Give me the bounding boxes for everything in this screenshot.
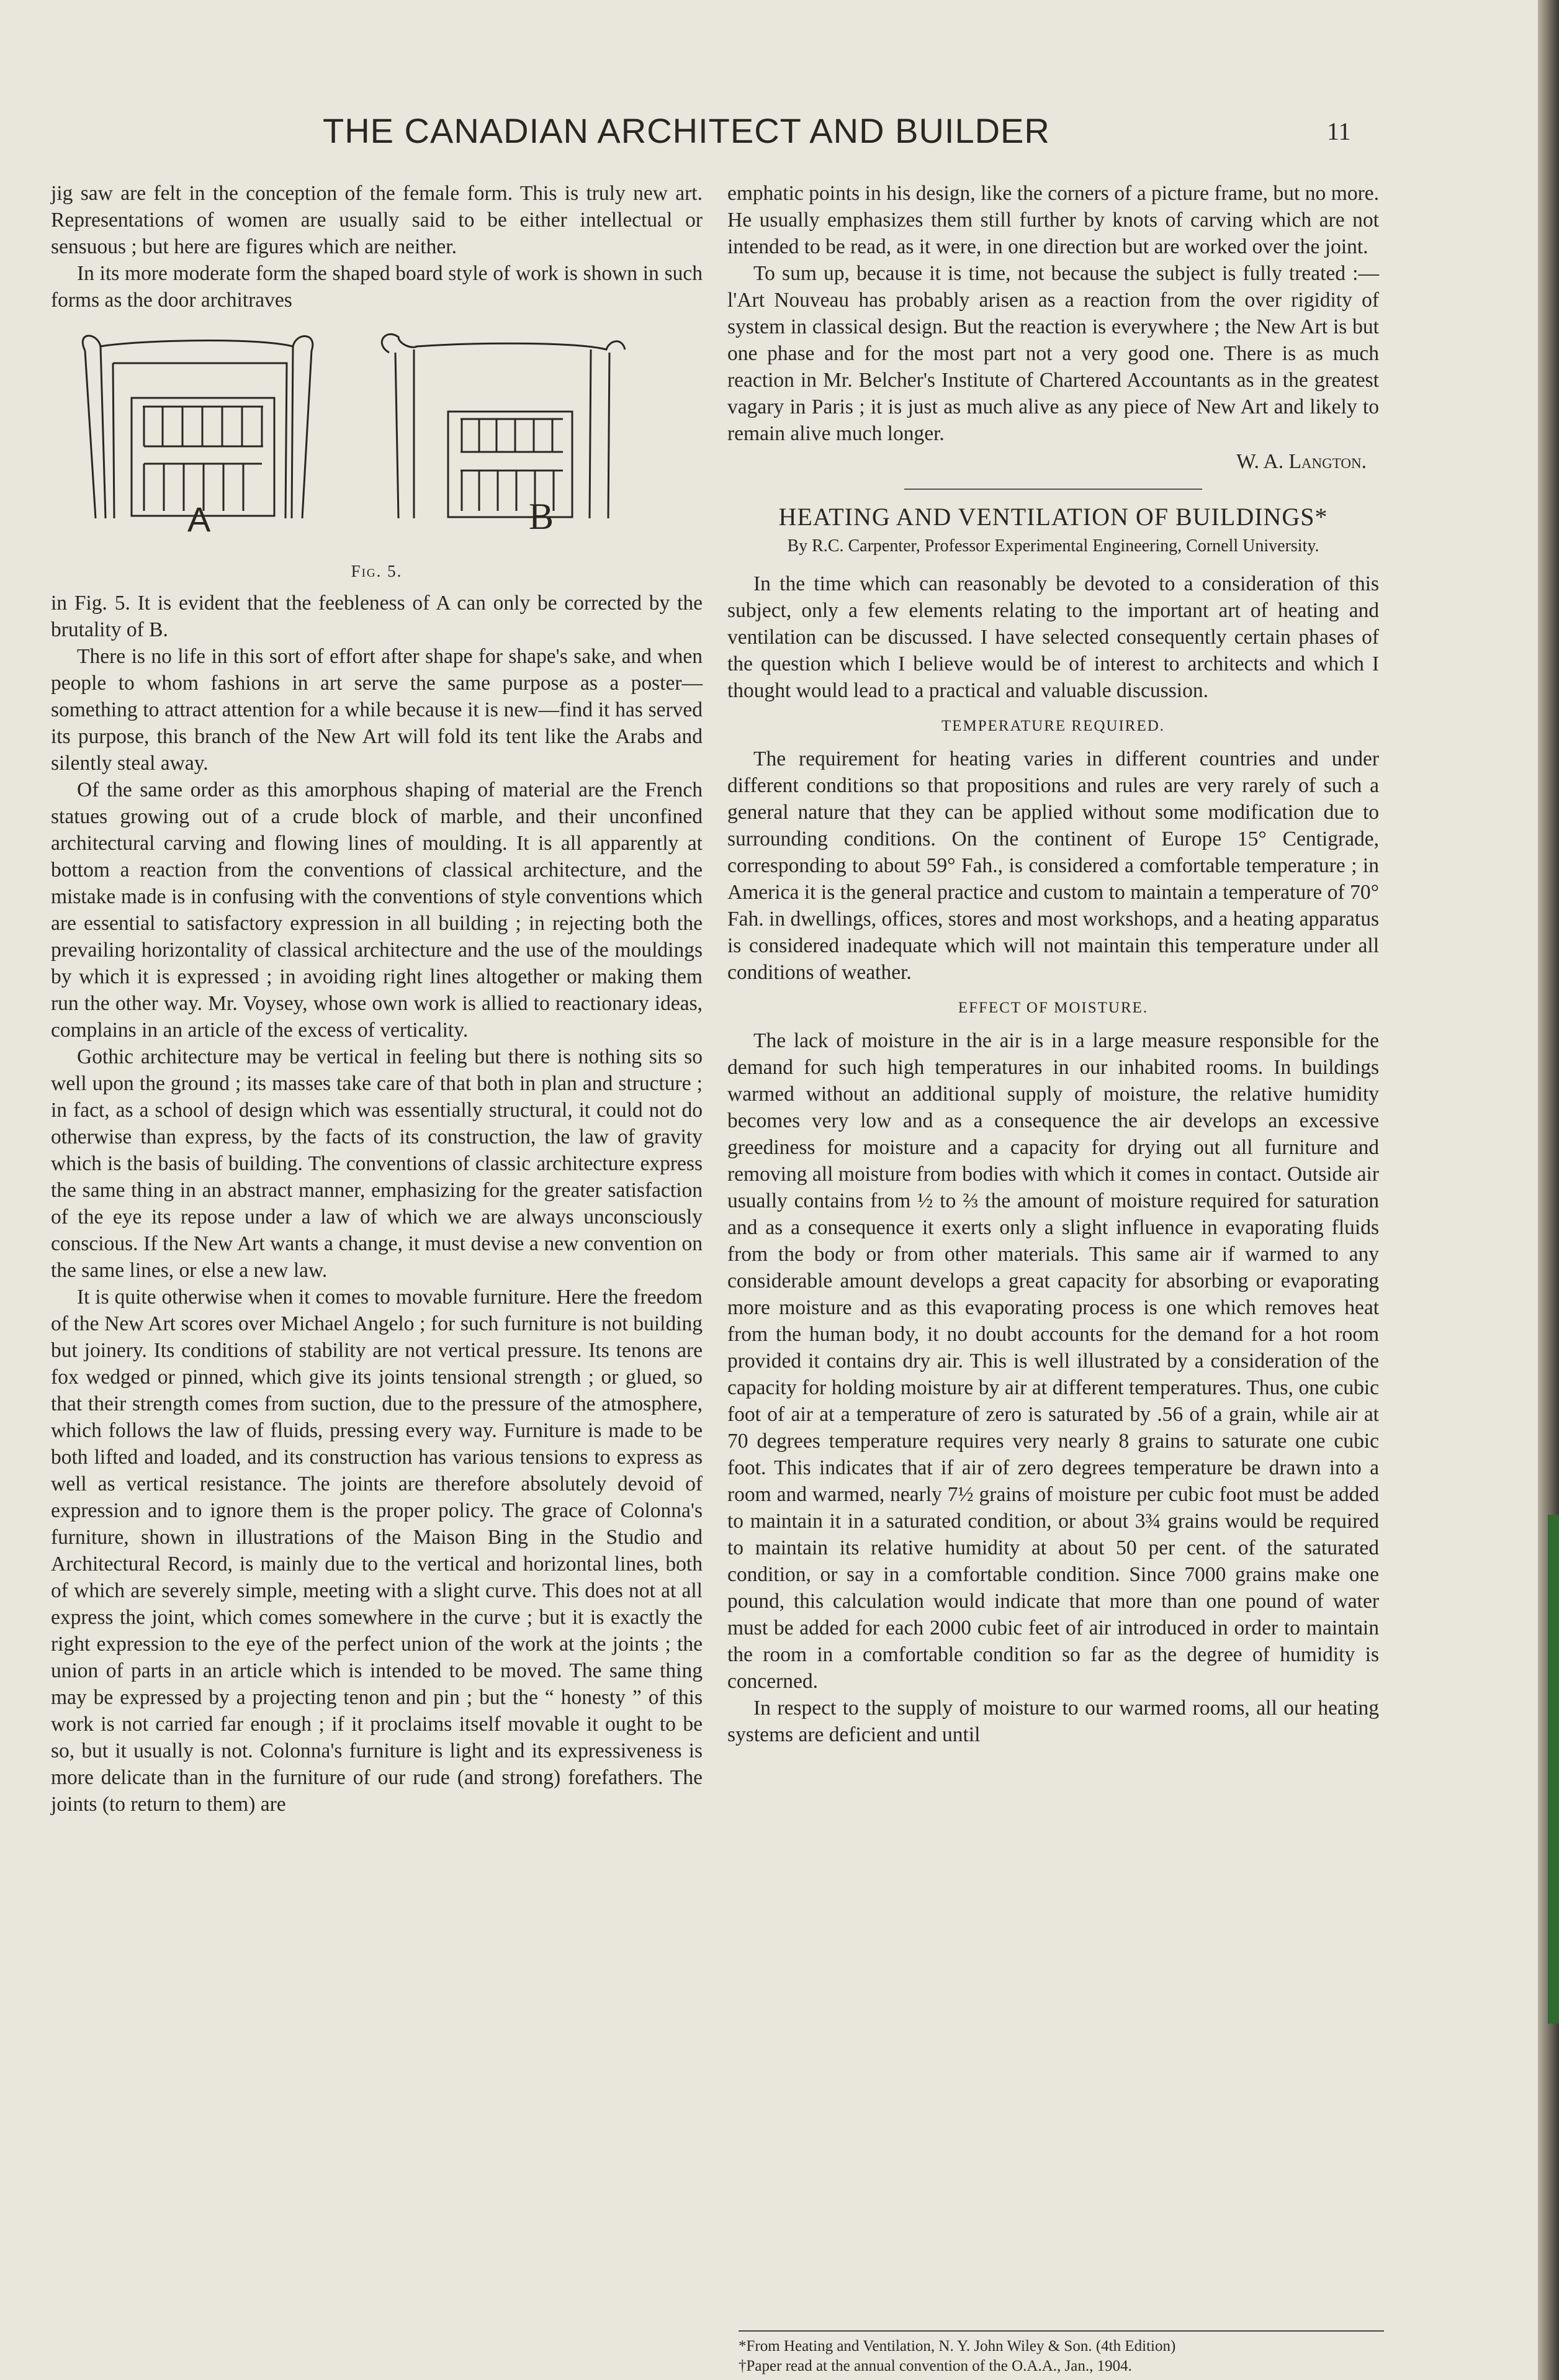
architrave-a (83, 336, 312, 518)
article-byline: By R.C. Carpenter, Professor Experimental Engineering, Cornell University. (787, 536, 1319, 556)
footnote-2: †Paper read at the annual convention of the O.A.A., Jan., 1904. (739, 2358, 1132, 2374)
article-title: HEATING AND VENTILATION OF BUILDINGS* (778, 503, 1328, 531)
subheading-moisture: EFFECT OF MOISTURE. (958, 999, 1149, 1016)
paragraph: Of the same order as this amorphous shaping of material are the French statues growing out of a crude block of marble, and their unconfined architectural carving and flowing lines of moulding. It is all apparently at bottom a reaction from the conventions of classical architecture, and the mistake made is in confusing with the conventions of style conventions which are essential to satisfactory expression in all building ; in rejecting both the prevailing horizontality of classical architecture and the use of the mouldings by which it is expressed ; in avoiding right lines altogether or making them run the other way. Mr. Voysey, whose own work is allied to reactionary ideas, complains in an article of the excess of verticality. (51, 778, 703, 1042)
paragraph: In respect to the supply of moisture to our warmed rooms, all our heating systems are deficient and until (727, 1697, 1379, 1746)
paragraph: in Fig. 5. It is evident that the feebleness of A can only be corrected by the brutality of B. (51, 592, 703, 641)
paragraph: The lack of moisture in the air is in a large measure responsible for the demand for such high temperatures in our inhabited rooms. In buildings warmed without an additional supply of moisture, the relative humidity becomes very low and as a consequence the air develops an excessive greediness for moisture and a capacity for drying out all furniture and removing all moisture from bodies with which it comes in contact. Outside air usually contains from ½ to ⅔ the amount of moisture required for saturation and as a consequence it exerts only a slight influence in evaporating fluids from the body or from other materials. This same air if warmed to any considerable amount develops a great capacity for absorbing or evaporating more moisture and as this evaporating process is one which removes heat from the human body, it no doubt accounts for the demand for a hot room provided it contains dry air. This is well illustrated by a consideration of the capacity for holding moisture by air at different temperatures. Thus, one cubic foot of air at a temperature of zero is saturated by .56 of a grain, while air at 70 degrees temperature requires very nearly 8 grains to saturate one cubic foot. This indicates that if air of zero degrees temperature be drawn into a room and warmed, nearly 7½ grains of moisture per cubic foot must be added to maintain it in a saturated condition, or about 3¾ grains would be required to maintain its relative humidity at about 50 per cent. of the saturated condition, or say in a comfortable condition. Since 7000 grains make one pound, this calculation would indicate that more than one pound of water must be added for each 2000 cubic feet of air introduced in order to maintain the room in a comfortable condition so far as the degree of humidity is concerned. (727, 1029, 1379, 1693)
door-architrave-drawing (51, 325, 703, 554)
page-edge (1538, 0, 1559, 2380)
footnote-1: *From Heating and Ventilation, N. Y. John Wiley & Son. (4th Edition) (739, 2338, 1176, 2355)
left-column (51, 180, 703, 1818)
right-column (727, 180, 1379, 1748)
paragraph: jig saw are felt in the conception of the female form. This is truly new art. Representations of women are usually said to be either intellectual or sensuous ; but here are figures which are neither. (51, 182, 703, 258)
journal-title: THE CANADIAN ARCHITECT AND BUILDER (323, 111, 1050, 150)
paragraph: In its more moderate form the shaped board style of work is shown in such forms as the door architraves (51, 262, 703, 312)
figure-label-a: A (187, 500, 211, 539)
figure-label-b: B (529, 496, 554, 537)
footnote-rule (739, 2330, 1384, 2332)
figure-door-architraves (51, 325, 703, 580)
paragraph: emphatic points in his design, like the corners of a picture frame, but no more. He usually emphasizes them still further by knots of carving which are not intended to be read, as it were, in one direction but are worked over the joint. (727, 182, 1379, 258)
author-signature: W. A. Langton. (1236, 450, 1367, 473)
paragraph: To sum up, because it is time, not because the subject is fully treated :—l'Art Nouveau has probably arisen as a reaction from the over rigidity of system in classical design. But the reaction is everywhere ; the New Art is but one phase and for the most part not a very good one. There is as much reaction in Mr. Belcher's Institute of Chartered Accountants as in the greatest vagary in Paris ; it is just as much alive as any piece of New Art and likely to remain alive much longer. (727, 262, 1379, 445)
figure-caption: Fig. 5. (351, 562, 403, 580)
paragraph: There is no life in this sort of effort after shape for shape's sake, and when people to whom fashions in art serve the same purpose as a poster—something to attract attention for a while because it is new—find it has served its purpose, this branch of the New Art will fold its tent like the Arabs and silently steal away. (51, 645, 703, 775)
page-header (0, 104, 1559, 160)
footnotes (739, 2330, 1396, 2376)
paragraph: It is quite otherwise when it comes to movable furniture. Here the freedom of the New Art scores over Michael Angelo ; for such furniture is not building but joinery. Its conditions of stability are not vertical pressure. Its tenons are fox wedged or pinned, which give its joints tensional strength ; or glued, so that their strength comes from suction, due to the pressure of the atmosphere, which follows the law of fluids, pressing every way. Furniture is made to be both lifted and loaded, and its construction has various tensions to express as well as vertical resistance. The joints are therefore absolutely devoid of expression and to ignore them is the proper policy. The grace of Colonna's furniture, shown in illustrations of the Maison Bing in the Studio and Architectural Record, is mainly due to the vertical and horizontal lines, both of which are severely simple, meeting with a slight curve. This does not at all express the joint, which comes somewhere in the curve ; but it is exactly the right expression to the eye of the perfect union of the work at the joints ; the union of parts in an article which is intended to be moved. The same thing may be expressed by a projecting tenon and pin ; but the “ honesty ” of this work is not carried far enough ; if it proclaims itself movable it ought to be so, but it usually is not. Colonna's furniture is light and its expressiveness is more delicate than in the furniture of our rude (and strong) forefathers. The joints (to return to them) are (51, 1286, 703, 1816)
page-number: 11 (1327, 117, 1351, 145)
paragraph: Gothic architecture may be vertical in feeling but there is nothing sits so well upon the ground ; its masses take care of that both in plan and structure ; in fact, as a school of design which was essentially structural, it could not do otherwise than express, by the facts of its construction, the law of gravity which is the basis of building. The conventions of classic architecture express the same thing in an abstract manner, emphasizing for the greater satisfaction of the eye its repose under a law of which we are always unconsciously conscious. If the New Art wants a change, it must devise a new convention on the same lines, or else a new law. (51, 1045, 703, 1282)
paragraph: The requirement for heating varies in different countries and under different conditions so that propositions and rules are very rarely of such a general nature that they can be applied without some modification due to surrounding conditions. On the continent of Europe 15° Centigrade, corresponding to about 59° Fah., is considered a comfortable temperature ; in America it is the general practice and custom to maintain a temperature of 70° Fah. in dwellings, offices, stores and most workshops, and a heating apparatus is considered inadequate which will not maintain this temperature under all conditions of weather. (727, 747, 1379, 984)
architrave-b (382, 334, 625, 518)
paragraph: In the time which can reasonably be devoted to a consideration of this subject, only a few elements relating to the important art of heating and ventilation can be discussed. I have selected consequently certain phases of the question which I believe would be of interest to architects and which I thought would lead to a practical and valuable discussion. (727, 572, 1379, 702)
subheading-temperature: TEMPERATURE REQUIRED. (941, 718, 1166, 734)
section-divider (904, 489, 1202, 490)
page-tab (1548, 1515, 1559, 2024)
